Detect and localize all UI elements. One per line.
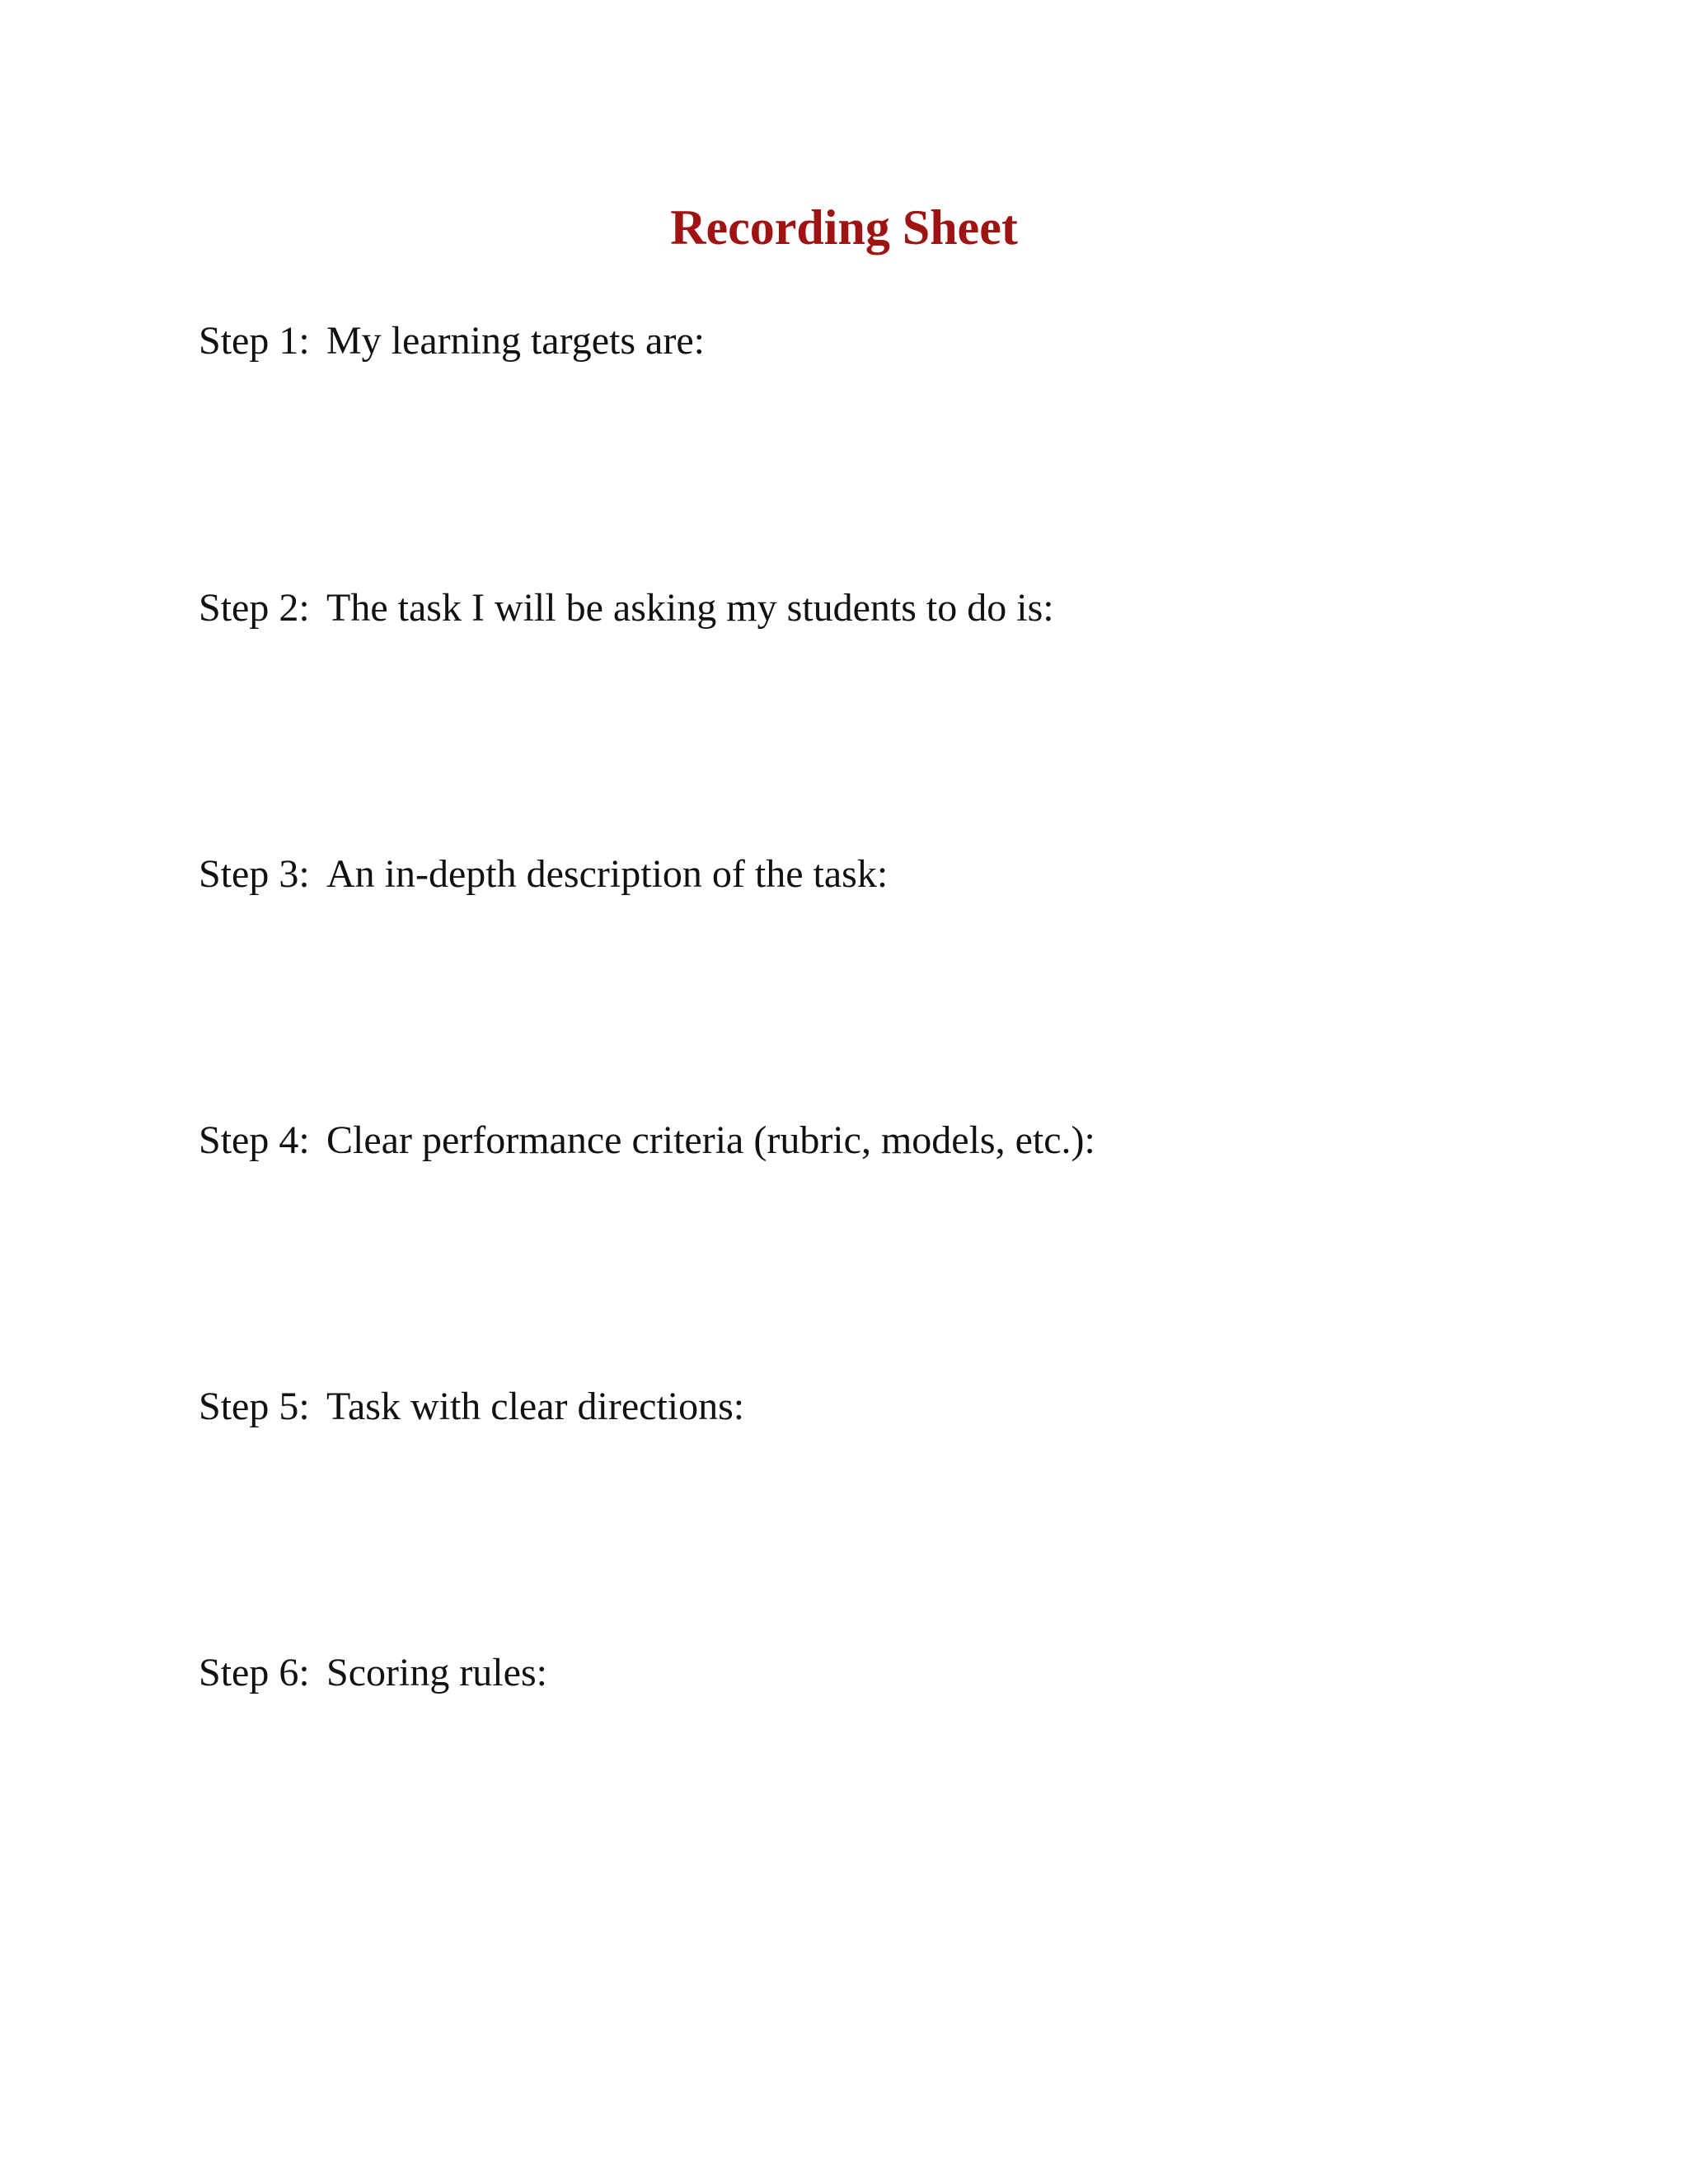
step-3-prompt [199,848,888,901]
step-4-text: Clear performance criteria (rubric, models, etc.): [326,1118,1095,1162]
step-4-prompt [199,1114,1095,1167]
step-6-text: Scoring rules: [326,1651,547,1694]
step-5-prompt [199,1380,744,1433]
step-5-label: Step 5: [199,1385,310,1428]
step-5-text: Task with clear directions: [326,1385,745,1428]
step-3-text: An in-depth description of the task: [326,852,889,896]
step-1-label: Step 1: [199,319,310,363]
step-1-text: My learning targets are: [326,319,705,363]
step-2-prompt [199,582,1054,635]
step-6-prompt [199,1647,547,1699]
step-2-text: The task I will be asking my students to do is: [326,586,1054,630]
step-6-label: Step 6: [199,1651,310,1694]
step-4-label: Step 4: [199,1118,310,1162]
step-1-prompt [199,315,705,368]
step-2-label: Step 2: [199,586,310,630]
step-3-label: Step 3: [199,852,310,896]
page-title: Recording Sheet [670,200,1018,255]
